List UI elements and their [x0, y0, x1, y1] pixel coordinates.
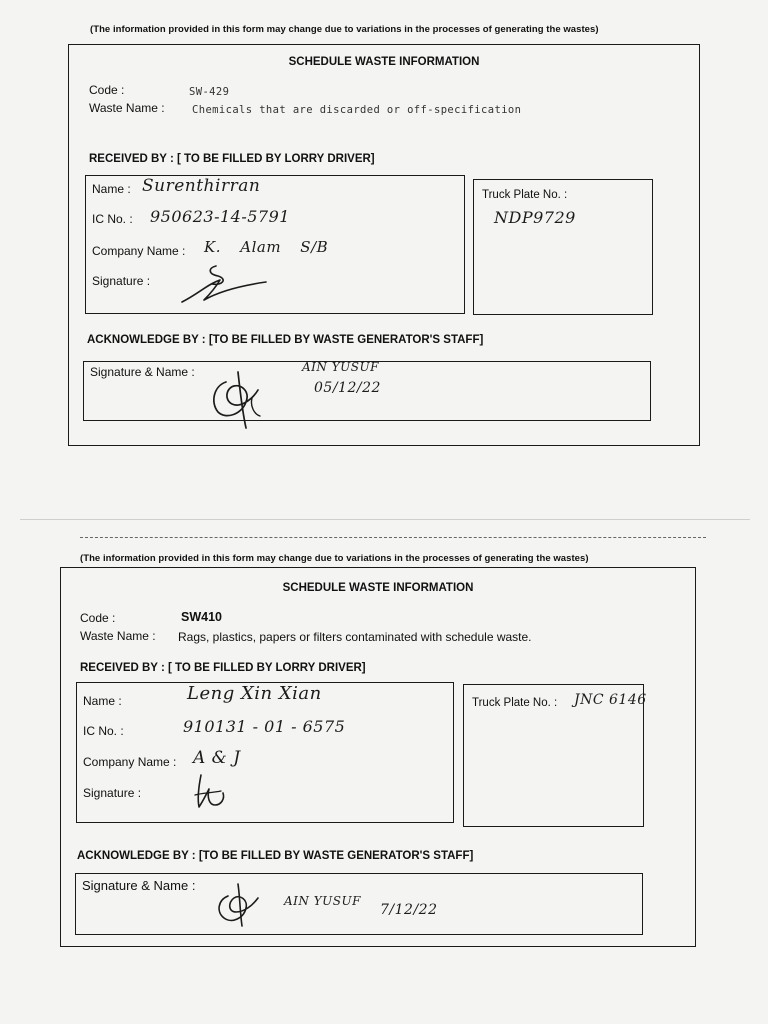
driver-ic-label: IC No. :: [92, 212, 133, 226]
acknowledge-by-heading: ACKNOWLEDGE BY : [TO BE FILLED BY WASTE GENERATOR'S STAFF]: [87, 334, 484, 346]
company-name-value: K. Alam S/B: [204, 238, 329, 256]
code-label: Code :: [80, 611, 116, 625]
truck-plate-value: JNC 6146: [574, 692, 647, 708]
form-title: SCHEDULE WASTE INFORMATION: [288, 56, 480, 68]
code-value: SW410: [181, 610, 222, 624]
ack-signature-label: Signature & Name :: [82, 878, 196, 893]
driver-info-box: [76, 682, 454, 823]
waste-form-top: [68, 44, 700, 446]
driver-name-value: Surenthirran: [142, 176, 261, 196]
scan-fold-line: [20, 519, 750, 520]
acknowledge-by-heading: ACKNOWLEDGE BY : [TO BE FILLED BY WASTE GENERATOR'S STAFF]: [77, 850, 474, 862]
form-title: SCHEDULE WASTE INFORMATION: [282, 582, 474, 594]
received-by-heading: RECEIVED BY : [ TO BE FILLED BY LORRY DRIVER]: [89, 153, 375, 165]
received-by-heading: RECEIVED BY : [ TO BE FILLED BY LORRY DRIVER]: [80, 662, 366, 674]
truck-plate-label: Truck Plate No. :: [472, 697, 558, 709]
driver-signature-mark: [185, 771, 231, 813]
company-name-label: Company Name :: [92, 244, 186, 258]
driver-name-value: Leng Xin Xian: [187, 683, 322, 704]
driver-info-box: [85, 175, 465, 314]
waste-name-value: Chemicals that are discarded or off-specification: [192, 104, 522, 116]
generator-signature-mark: [210, 882, 266, 928]
driver-signature-label: Signature :: [92, 274, 151, 288]
truck-info-box: [473, 179, 653, 315]
company-name-value: A & J: [193, 748, 241, 768]
ack-date-value: 05/12/22: [314, 380, 381, 396]
disclaimer-note: (The information provided in this form may change due to variations in the processes of generating the wastes): [90, 24, 599, 35]
driver-signature-label: Signature :: [83, 786, 142, 800]
ack-date-value: 7/12/22: [380, 902, 438, 918]
ack-name-value: AIN YUSUF: [302, 360, 379, 374]
company-name-label: Company Name :: [83, 755, 177, 769]
code-label: Code :: [89, 83, 125, 97]
cut-line-divider: [80, 537, 706, 538]
driver-name-label: Name :: [92, 182, 131, 196]
driver-ic-value: 950623-14-5791: [150, 207, 290, 226]
truck-plate-value: NDP9729: [494, 208, 576, 227]
driver-signature-mark: [178, 262, 270, 306]
driver-ic-label: IC No. :: [83, 724, 124, 738]
generator-signature-mark: [202, 366, 274, 432]
disclaimer-note: (The information provided in this form may change due to variations in the processes of generating the wastes): [80, 553, 589, 564]
waste-name-value: Rags, plastics, papers or filters contaminated with schedule waste.: [178, 630, 532, 644]
acknowledge-box: [75, 873, 643, 935]
truck-info-box: [463, 684, 647, 827]
waste-name-label: Waste Name :: [80, 629, 156, 643]
ack-name-value: AIN YUSUF: [284, 894, 361, 908]
acknowledge-box: [83, 361, 651, 421]
ack-signature-label: Signature & Name :: [90, 365, 195, 379]
waste-name-label: Waste Name :: [89, 101, 165, 115]
waste-form-bottom: [60, 567, 696, 947]
truck-plate-label: Truck Plate No. :: [482, 189, 568, 201]
code-value: SW-429: [189, 86, 230, 98]
driver-ic-value: 910131 - 01 - 6575: [183, 717, 346, 736]
driver-name-label: Name :: [83, 694, 122, 708]
